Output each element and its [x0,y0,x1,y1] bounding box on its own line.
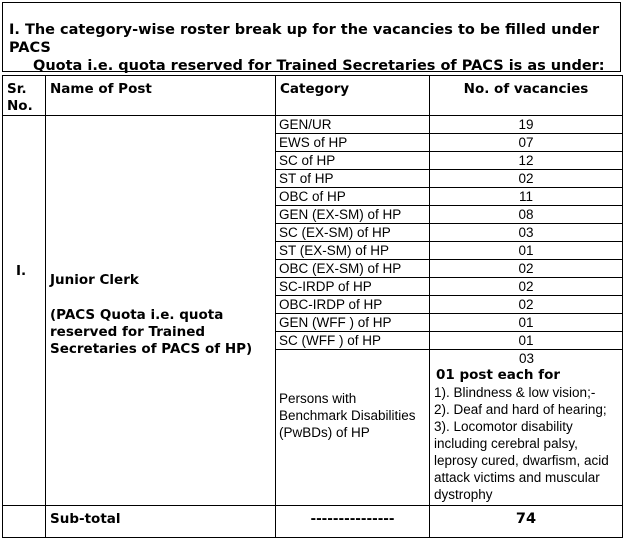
category-cell: OBC-IRDP of HP [276,296,430,314]
pwbd-category-cell: Persons with Benchmark Disabilities (PwBDs) of HP [276,350,430,506]
pwbd-count: 03 [518,351,535,366]
post-name: Junior Clerk [50,272,139,288]
vacancy-cell: 02 [430,170,623,188]
vacancy-cell: 08 [430,206,623,224]
post-name-cell [46,116,276,506]
vacancy-cell: 19 [430,116,623,134]
vacancy-cell: 01 [430,332,623,350]
vacancy-cell: 01 [430,314,623,332]
heading-line-1: I. The category-wise roster break up for the vacancies to be filled under PACS [9,22,600,56]
vacancy-cell: 02 [430,278,623,296]
sr-no-cell: I. [3,116,46,506]
category-cell: GEN (WFF ) of HP [276,314,430,332]
roster-heading [2,2,621,72]
roster-table [2,75,623,538]
table-row [3,116,623,134]
table-header-row [3,76,623,116]
header-vacancies: No. of vacancies [430,76,623,116]
category-cell: OBC (EX-SM) of HP [276,260,430,278]
pwbd-item: 3). Locomotor disability including cerebral palsy, leprosy cured, dwarfism, acid attack victims and muscular dystrophy [434,419,609,502]
subtotal-sr-cell [3,506,46,538]
category-cell: ST of HP [276,170,430,188]
vacancy-cell: 02 [430,296,623,314]
category-cell: SC of HP [276,152,430,170]
pwbd-heading: 01 post each for [436,367,560,383]
pwbd-item: 1). Blindness & low vision;- [434,385,596,400]
category-cell: ST (EX-SM) of HP [276,242,430,260]
category-cell: SC (WFF ) of HP [276,332,430,350]
post-note: (PACS Quota i.e. quota reserved for Trained Secretaries of PACS of HP) [50,307,253,357]
category-cell: SC (EX-SM) of HP [276,224,430,242]
vacancy-cell: 01 [430,242,623,260]
category-cell: GEN/UR [276,116,430,134]
header-sr-no: Sr. No. [3,76,46,116]
vacancy-cell: 12 [430,152,623,170]
subtotal-label: Sub-total [46,506,276,538]
pwbd-vacancy-cell [430,350,623,506]
category-cell: EWS of HP [276,134,430,152]
heading-line-2: Quota i.e. quota reserved for Trained Secretaries of PACS is as under: [33,58,605,74]
vacancy-cell: 02 [430,260,623,278]
category-cell: SC-IRDP of HP [276,278,430,296]
pwbd-item: 2). Deaf and hard of hearing; [434,402,607,417]
subtotal-total: 74 [430,506,623,538]
header-category: Category [276,76,430,116]
subtotal-category: --------------- [276,506,430,538]
category-cell: OBC of HP [276,188,430,206]
vacancy-cell: 11 [430,188,623,206]
vacancy-cell: 03 [430,224,623,242]
category-cell: GEN (EX-SM) of HP [276,206,430,224]
header-post: Name of Post [46,76,276,116]
subtotal-row [3,506,623,538]
vacancy-cell: 07 [430,134,623,152]
